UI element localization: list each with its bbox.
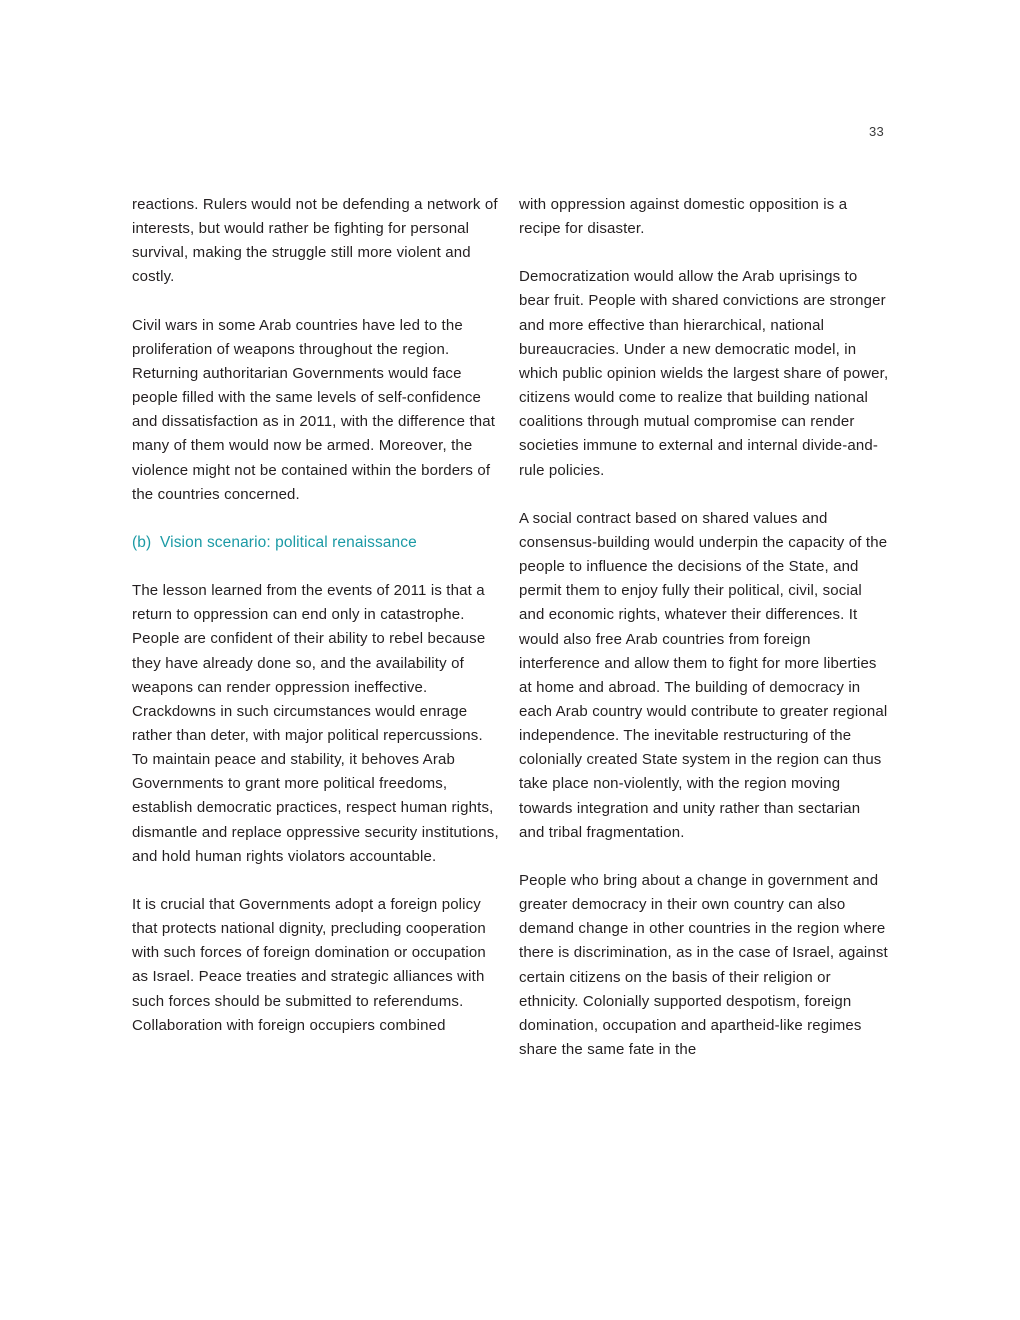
section-heading [132, 531, 502, 555]
page-number: 33 [868, 124, 884, 139]
paragraph: People who bring about a change in government and greater democracy in their own country can also demand change in other countries in the region where there is discrimination, as in the case of Israel, against certain citizens on the basis of their religion or ethnicity. Colonially supported despotism, foreign domination, occupation and apartheid-like regimes share the same fate in the [519, 871, 888, 1058]
right-column [519, 193, 889, 1086]
section-heading-marker: (b) [132, 533, 152, 551]
paragraph: It is crucial that Governments adopt a foreign policy that protects national dignity, precluding cooperation with such forces of foreign domination or occupation as Israel. Peace treaties and strategic alliances with such forces should be submitted to referendums. Collaboration with foreign occupiers combined [132, 895, 486, 1034]
paragraph: Civil wars in some Arab countries have led to the proliferation of weapons throughout the region. Returning authoritarian Governments would face people filled with the same levels of self-confidence and dissatisfaction as in 2011, with the difference that many of them would now be armed. Moreover, the violence might not be contained within the borders of the countries concerned. [132, 316, 496, 503]
paragraph: reactions. Rulers would not be defending a network of interests, but would rather be fighting for personal survival, making the struggle still more violent and costly. [132, 196, 498, 286]
paragraph: A social contract based on shared values and consensus-building would underpin the capacity of the people to influence the decisions of the State, and permit them to enjoy fully their political, civil, social and economic rights, whatever their differences. It would also free Arab countries from foreign interference and allow them to fight for more liberties at home and abroad. The building of democracy in each Arab country would contribute to greater regional independence. The inevitable restructuring of the colonially created State system in the region can thus take place non-violently, with the region moving towards integration and unity rather than sectarian and tribal fragmentation. [519, 509, 888, 841]
paragraph: The lesson learned from the events of 2011 is that a return to oppression can end only in catastrophe. People are confident of their ability to rebel because they have already done so, and the availability of weapons can render oppression ineffective. Crackdowns in such circumstances would enrage rather than deter, with major political repercussions. To maintain peace and stability, it behoves Arab Governments to grant more political freedoms, establish democratic practices, respect human rights, dismantle and replace oppressive security institutions, and hold human rights violators accountable. [132, 582, 499, 865]
section-heading-text: Vision scenario: political renaissance [160, 533, 417, 551]
left-column [132, 193, 502, 1062]
paragraph: with oppression against domestic opposition is a recipe for disaster. [519, 196, 848, 238]
paragraph: Democratization would allow the Arab uprisings to bear fruit. People with shared convictions are stronger and more effective than hierarchical, national bureaucracies. Under a new democratic model, in which public opinion wields the largest share of power, citizens would come to realize that building national coalitions through mutual compromise can render societies immune to external and internal divide-and-rule policies. [519, 268, 889, 479]
